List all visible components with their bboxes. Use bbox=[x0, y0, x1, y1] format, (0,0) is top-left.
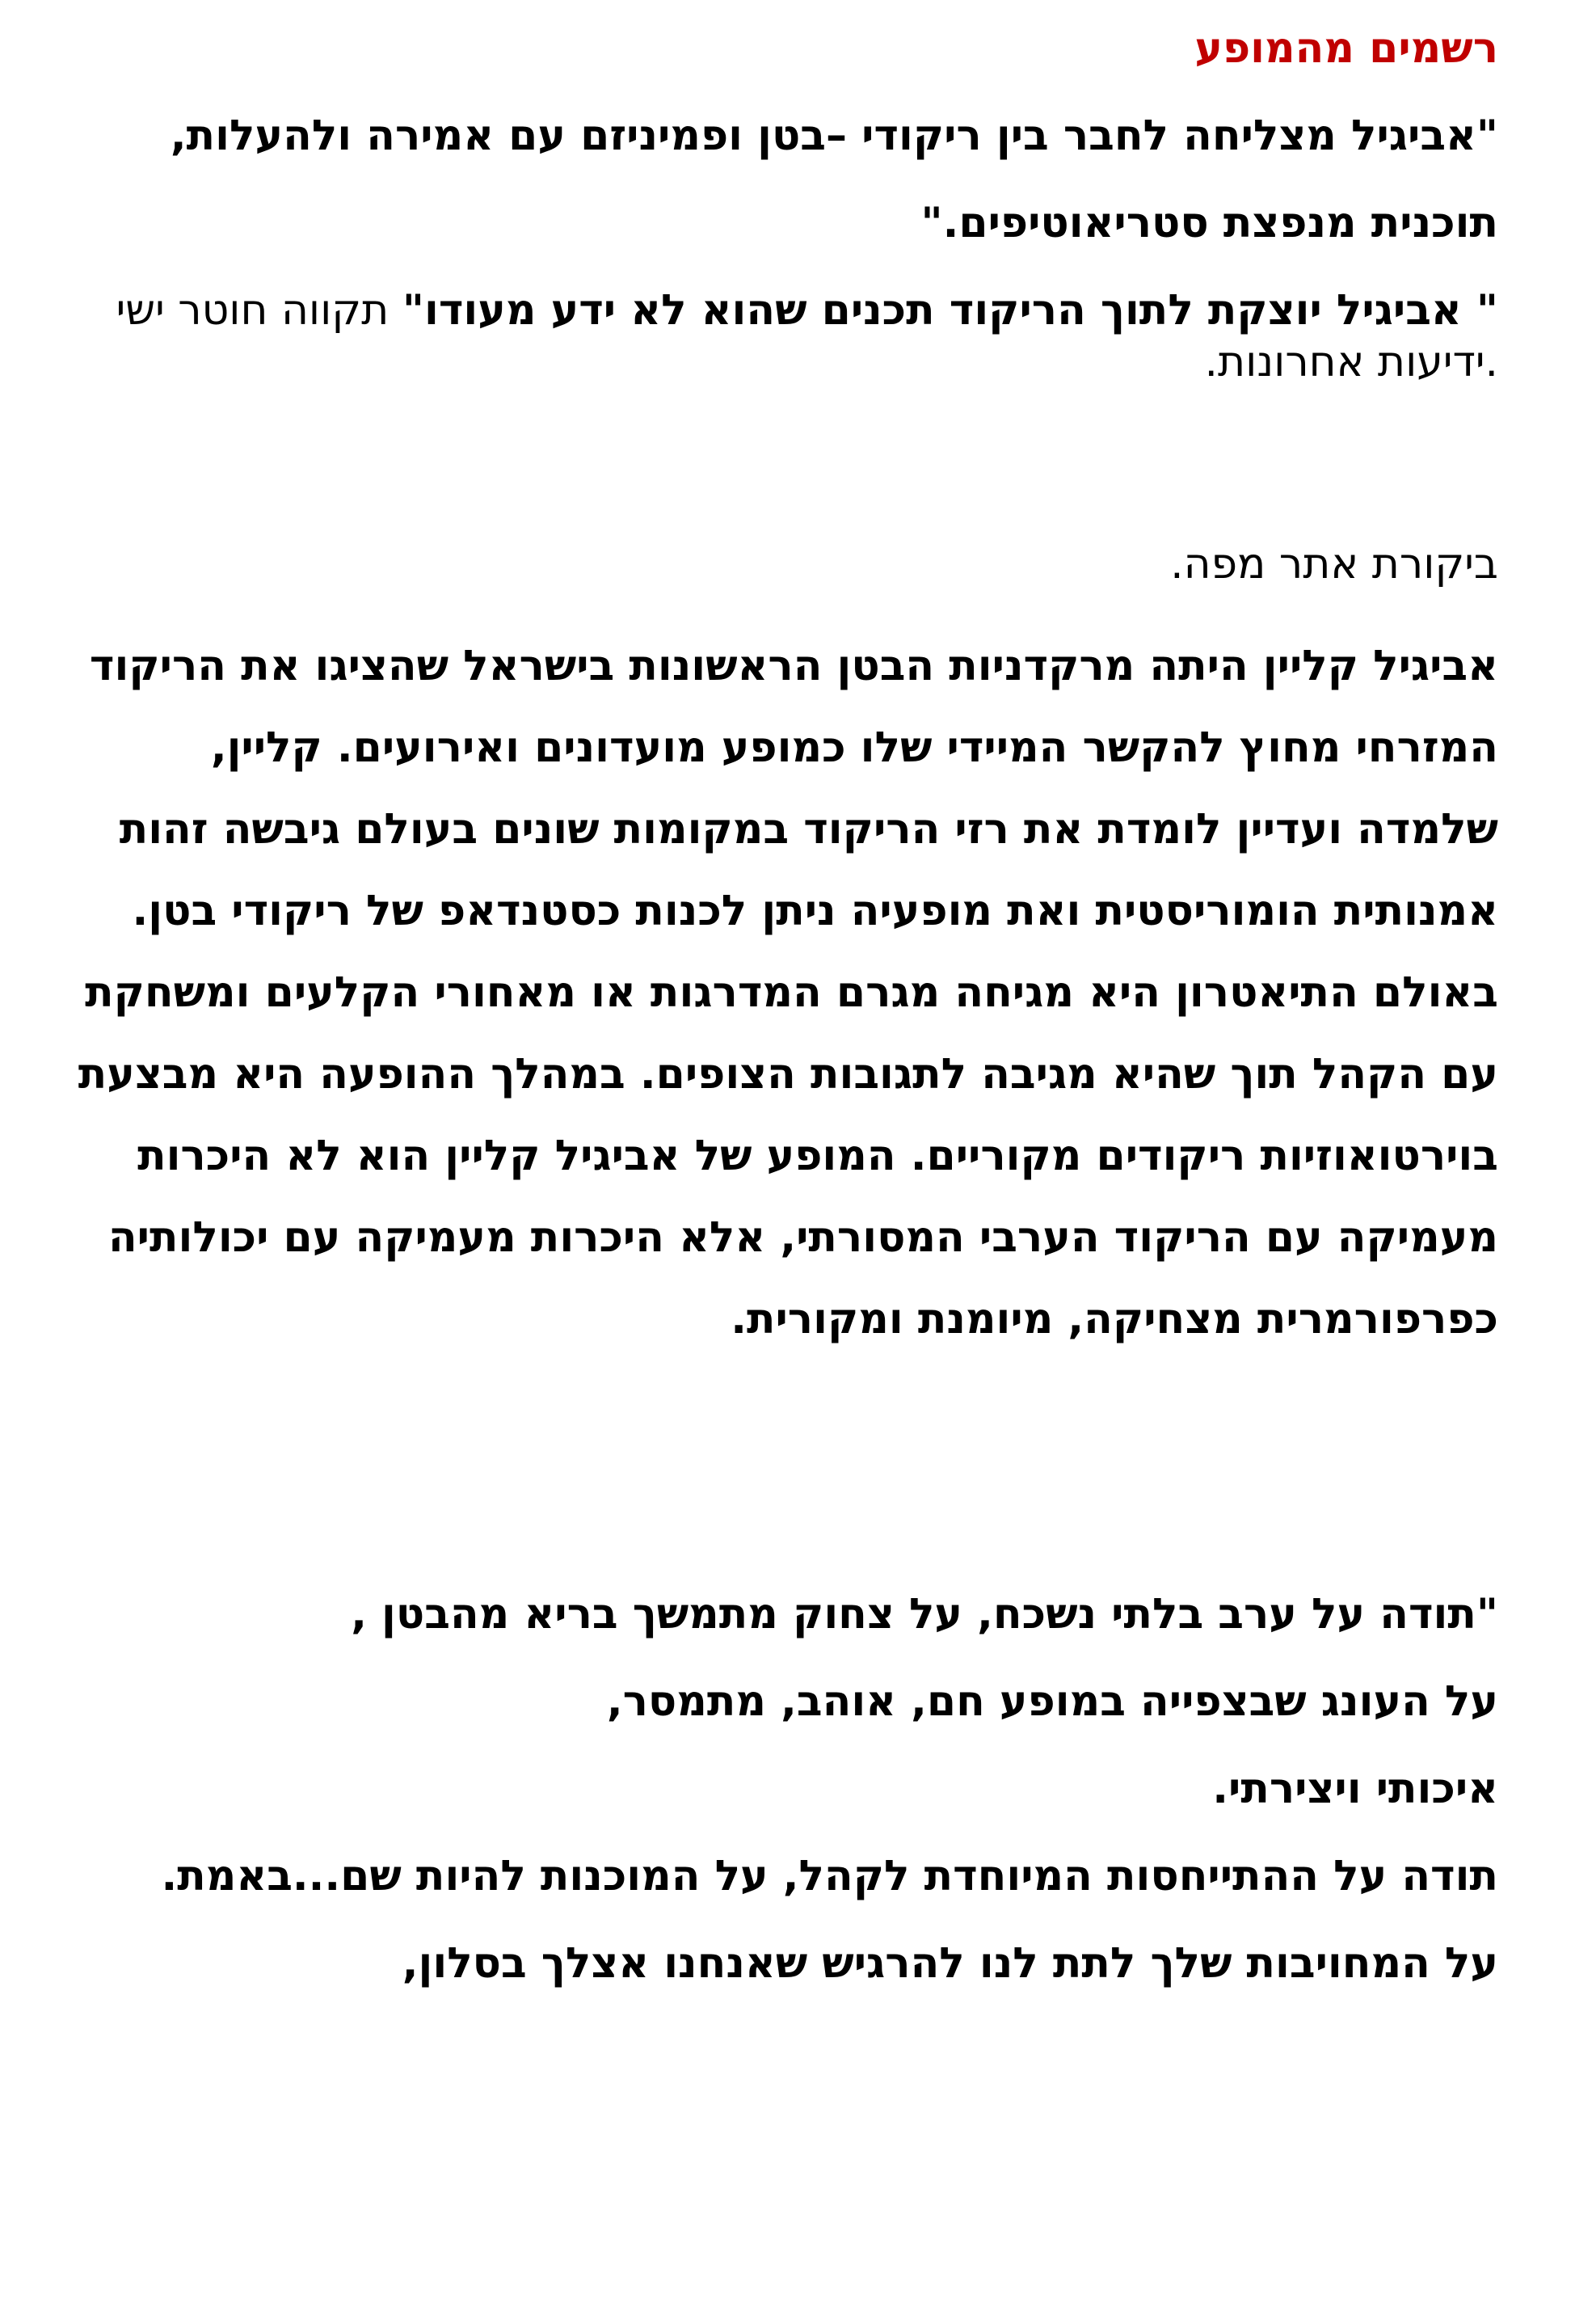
quote-1-line-2: תוכנית מנפצת סטריאוטיפים." bbox=[920, 199, 1498, 247]
quote-2-text: " אביגיל יוצקת לתוך הריקוד תכנים שהוא לא ידע מעודו" bbox=[402, 286, 1498, 335]
thanks-line-2: על העונג שבצפייה במופע חם, אוהב, מתמסר, bbox=[606, 1677, 1498, 1726]
thanks-line-4: תודה על ההתייחסות המיוחדת לקהל, על המוכנות להיות שם...באמת. bbox=[161, 1852, 1498, 1900]
quote-2 bbox=[65, 285, 1498, 388]
quote-2-credit: תקווה חוטר ישי .ידיעות אחרונות. bbox=[116, 286, 1498, 386]
thanks-line-5: על המחויבות שלך לתת לנו להרגיש שאנחנו אצלך בסלון, bbox=[402, 1939, 1498, 1988]
review-body: אביגיל קליין היתה מרקדניות הבטן הראשונות בישראל שהציגו את הריקוד המזרחי מחוץ להקשר המיידי שלו כמופע מועדונים ואירועים. קליין, שלמדה ועדיין לומדת את רזי הריקוד במקומות שונים בעולם גיבשה זהות אמנותית הומוריסטית ואת מופעיה ניתן לכנות כסטנדאפ של ריקודי בטן. באולם התיאטרון היא מגיחה מגרם המדרגות או מאחורי הקלעים ומשחקת עם הקהל תוך שהיא מגיבה לתגובות הצופים. במהלך ההופעה היא מבצעת בוירטואוזיות ריקודים מקוריים. המופע של אביגיל קליין הוא לא היכרות מעמיקה עם הריקוד הערבי המסורתי, אלא היכרות מעמיקה עם יכולותיה כפרפורמרית מצחיקה, מיומנת ומקורית. bbox=[78, 642, 1498, 1343]
quote-1-line-1: "אביגיל מצליחה לחבר בין ריקודי –בטן ופמיניזם עם אמירה ולהעלות, bbox=[170, 112, 1498, 160]
thanks-line-3: איכותי ויצירתי. bbox=[1212, 1765, 1498, 1813]
review-source: ביקורת אתר מפה. bbox=[1170, 540, 1498, 588]
thanks-line-1: "תודה על ערב בלתי נשכח, על צחוק מתמשך בריא מהבטן , bbox=[351, 1590, 1498, 1639]
page-title: רשמים מהמופע bbox=[1194, 24, 1498, 73]
